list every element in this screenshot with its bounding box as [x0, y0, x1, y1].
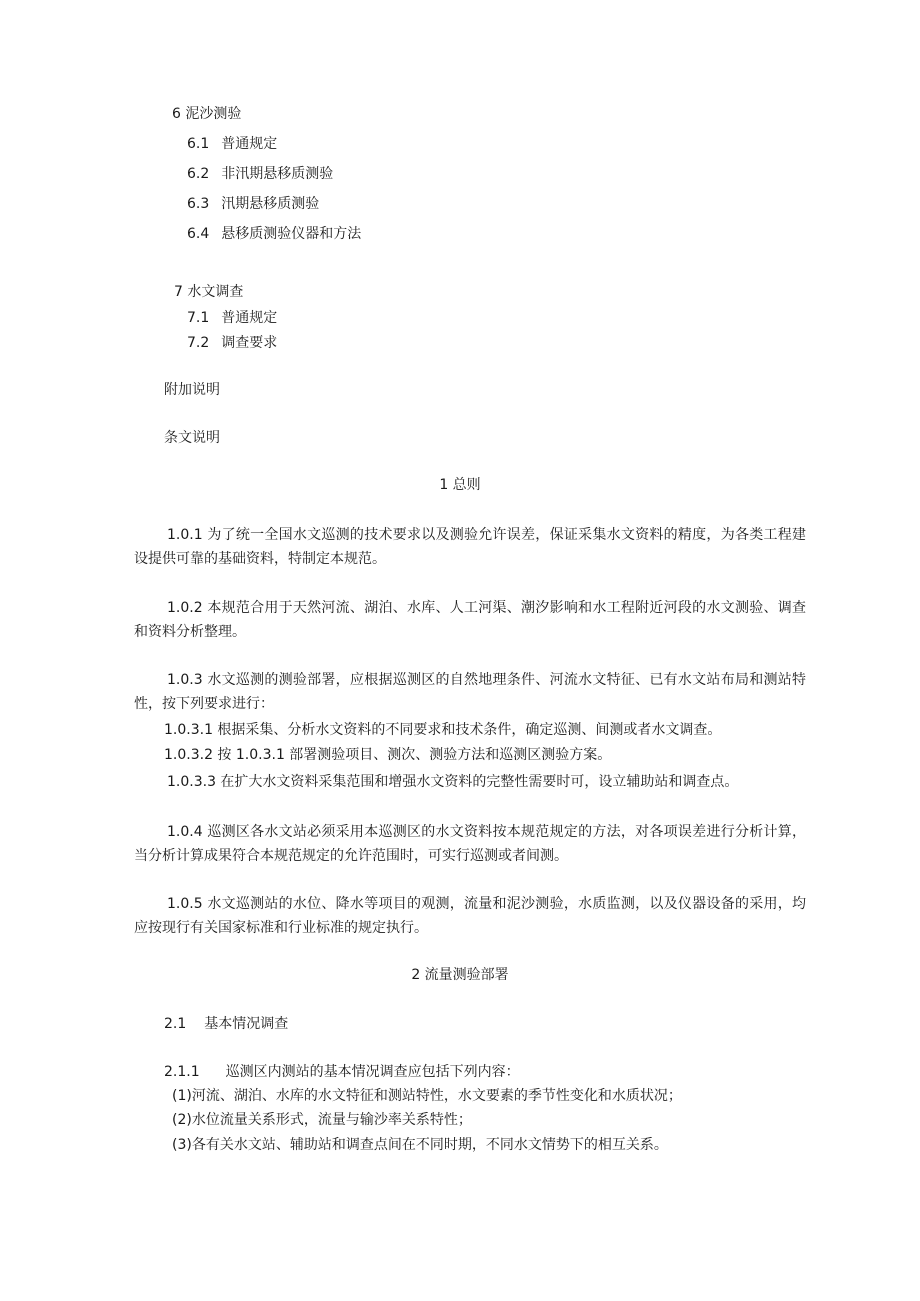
- clause-text: 巡测区内测站的基本情况调查应包括下列内容：: [225, 1064, 520, 1080]
- toc-item-6-3: [187, 194, 319, 214]
- toc-item-6-2: [187, 164, 333, 184]
- clause-1-0-1: 1.0.1 为了统一全国水文巡测的技术要求以及测验允许误差，保证采集水文资料的精度，为各类工程建设提供可靠的基础资料，特制定本规范。: [134, 527, 806, 567]
- clause-1-0-3-2: 1.0.3.2 按 1.0.3.1 部署测验项目、测次、测验方法和巡测区测验方案。: [164, 747, 612, 763]
- toc-chapter-7: 7 水文调查: [174, 284, 244, 300]
- toc-item-7-2: [187, 333, 277, 353]
- toc-item-number: 7.2: [187, 335, 210, 351]
- clause-number: 2.1.1: [164, 1064, 200, 1080]
- subsection-number: 2.1: [164, 1016, 187, 1032]
- toc-item-label: 非汛期悬移质测验: [221, 166, 334, 182]
- toc-appendix: 附加说明: [164, 382, 220, 398]
- toc-item-label: 汛期悬移质测验: [221, 196, 320, 212]
- section-2-heading: 2 流量测验部署: [411, 967, 509, 983]
- toc-item-number: 6.2: [187, 166, 210, 182]
- toc-item-6-4: [187, 224, 361, 244]
- toc-item-label: 调查要求: [221, 335, 278, 351]
- clause-1-0-4: 1.0.4 巡测区各水文站必须采用本巡测区的水文资料按本规范规定的方法，对各项误差进行分析计算，当分析计算成果符合本规范规定的允许范围时，可实行巡测或者间测。: [134, 824, 806, 864]
- toc-item-number: 6.3: [187, 196, 210, 212]
- clause-1-0-5: 1.0.5 水文巡测站的水位、降水等项目的观测，流量和泥沙测验，水质监测，以及仪器设备的采用，均应按现行有关国家标准和行业标准的规定执行。: [134, 896, 806, 936]
- toc-item-6-1: [187, 134, 277, 154]
- clause-1-0-3-3: 1.0.3.3 在扩大水文资料采集范围和增强水文资料的完整性需要时可，设立辅助站和调查点。: [167, 774, 739, 790]
- toc-item-label: 普通规定: [221, 310, 278, 326]
- list-item-2: (2)水位流量关系形式，流量与输沙率关系特性；: [172, 1112, 472, 1128]
- subsection-2-1: [164, 1014, 288, 1034]
- section-1-heading: 1 总则: [439, 477, 481, 493]
- list-item-3: (3)各有关水文站、辅助站和调查点间在不同时期，不同水文情势下的相互关系。: [172, 1137, 668, 1153]
- clause-1-0-2: 1.0.2 本规范合用于天然河流、湖泊、水库、人工河渠、潮汐影响和水工程附近河段的水文测验、调查和资料分析整理。: [134, 600, 806, 640]
- subsection-title: 基本情况调查: [204, 1016, 289, 1032]
- toc-item-number: 7.1: [187, 310, 210, 326]
- toc-item-label: 悬移质测验仪器和方法: [221, 226, 362, 242]
- clause-2-1-1: [164, 1062, 520, 1082]
- toc-chapter-6: 6 泥沙测验: [172, 106, 242, 122]
- clause-1-0-3-1: 1.0.3.1 根据采集、分析水文资料的不同要求和技术条件，确定巡测、间测或者水文调查。: [164, 722, 722, 738]
- toc-item-number: 6.1: [187, 136, 210, 152]
- toc-clause-notes: 条文说明: [164, 430, 220, 446]
- toc-item-number: 6.4: [187, 226, 210, 242]
- clause-1-0-3: 1.0.3 水文巡测的测验部署，应根据巡测区的自然地理条件、河流水文特征、已有水文站布局和测站特性，按下列要求进行：: [134, 672, 806, 712]
- list-item-1: (1)河流、湖泊、水库的水文特征和测站特性，水文要素的季节性变化和水质状况；: [172, 1088, 682, 1104]
- toc-item-label: 普通规定: [221, 136, 278, 152]
- toc-item-7-1: [187, 308, 277, 328]
